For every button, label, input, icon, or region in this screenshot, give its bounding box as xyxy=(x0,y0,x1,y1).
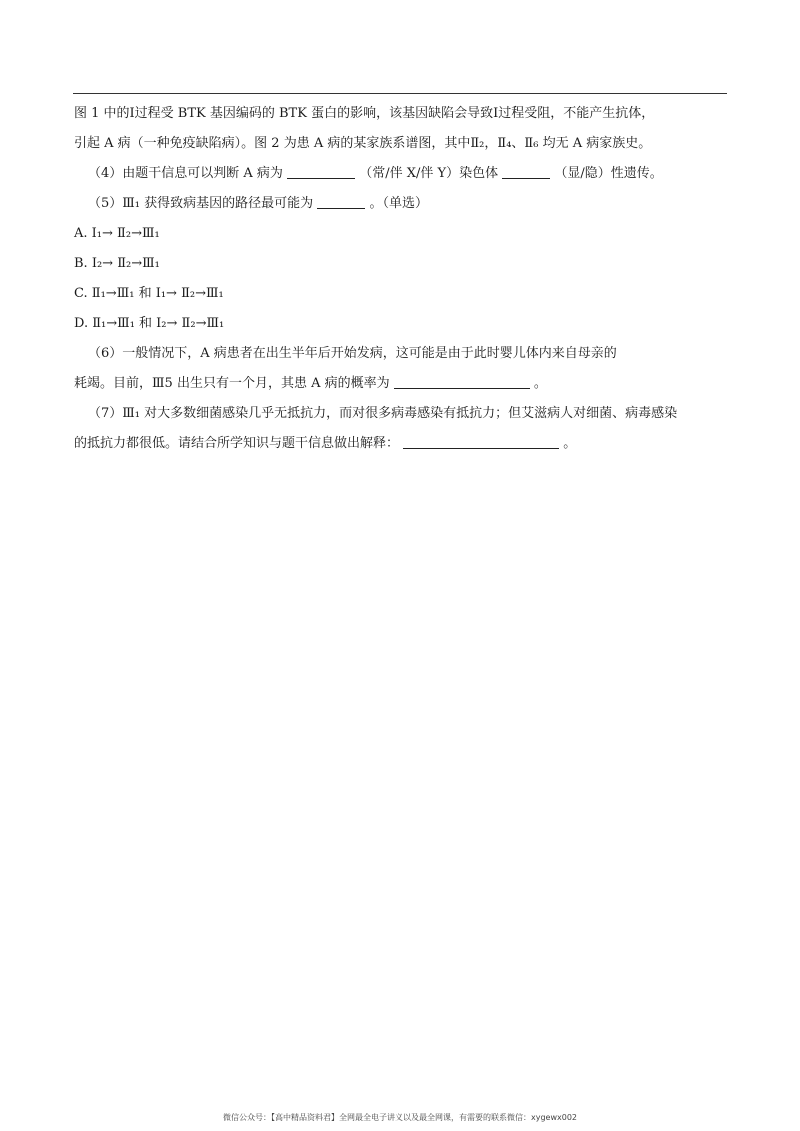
q5-blank[interactable] xyxy=(317,194,365,209)
q6-text-a: （6）一般情况下，A 病患者在出生半年后开始发病，这可能是由于此时婴儿体内来自母亲的 xyxy=(88,346,617,361)
question-6-line-1 xyxy=(88,339,728,369)
q6-text-c: 。 xyxy=(533,376,547,391)
option-b-text: B. Ⅰ₂→ Ⅱ₂→Ⅲ₁ xyxy=(74,256,160,271)
intro-text-1: 图 1 中的Ⅰ过程受 BTK 基因编码的 BTK 蛋白的影响，该基因缺陷会导致Ⅰ过程受阻，不能产生抗体， xyxy=(74,106,655,121)
q5-text-b: 。（单选） xyxy=(369,196,428,211)
intro-line-1 xyxy=(74,99,728,129)
option-a[interactable] xyxy=(74,219,728,249)
q4-text-b: （常/伴 X/伴 Y）染色体 xyxy=(359,166,499,181)
q4-text-c: （显/隐）性遗传。 xyxy=(554,166,663,181)
q7-text-c: 。 xyxy=(563,436,577,451)
q6-text-b: 耗竭。目前，Ⅲ5 出生只有一个月，其患 A 病的概率为 xyxy=(74,376,390,391)
question-5 xyxy=(88,189,728,219)
question-7-line-1 xyxy=(88,399,728,429)
option-a-text: A. Ⅰ₁→ Ⅱ₂→Ⅲ₁ xyxy=(74,226,160,241)
q4-blank-1[interactable] xyxy=(287,164,355,179)
option-d-text: D. Ⅱ₁→Ⅲ₁ 和 Ⅰ₂→ Ⅱ₂→Ⅲ₁ xyxy=(74,316,225,331)
q4-blank-2[interactable] xyxy=(502,164,550,179)
intro-text-2: 引起 A 病（一种免疫缺陷病）。图 2 为患 A 病的某家族系谱图，其中Ⅱ₂，Ⅱ₄、Ⅱ₆ 均无 A 病家族史。 xyxy=(74,136,652,151)
option-b[interactable] xyxy=(74,249,728,279)
q7-blank[interactable] xyxy=(403,434,559,449)
footer-text: 微信公众号：【高中精品资料君】全网最全电子讲义以及最全网课，有需要的联系微信：xygewx002 xyxy=(222,1113,577,1122)
question-body xyxy=(74,99,728,459)
option-c[interactable] xyxy=(74,279,728,309)
question-7-line-2 xyxy=(74,429,728,459)
question-6-line-2 xyxy=(74,369,728,399)
q7-text-b: 的抵抗力都很低。请结合所学知识与题干信息做出解释： xyxy=(74,436,400,451)
q6-blank[interactable] xyxy=(394,374,530,389)
page-footer xyxy=(0,1112,800,1123)
q4-text-a: （4）由题干信息可以判断 A 病为 xyxy=(88,166,283,181)
option-c-text: C. Ⅱ₁→Ⅲ₁ 和 Ⅰ₁→ Ⅱ₂→Ⅲ₁ xyxy=(74,286,224,301)
header-rule xyxy=(73,93,727,94)
question-4 xyxy=(88,159,728,189)
option-d[interactable] xyxy=(74,309,728,339)
intro-line-2 xyxy=(74,129,728,159)
q7-text-a: （7）Ⅲ₁ 对大多数细菌感染几乎无抵抗力，而对很多病毒感染有抵抗力；但艾滋病人对细菌、病毒感染 xyxy=(88,406,678,421)
q5-text-a: （5）Ⅲ₁ 获得致病基因的路径最可能为 xyxy=(88,196,314,211)
